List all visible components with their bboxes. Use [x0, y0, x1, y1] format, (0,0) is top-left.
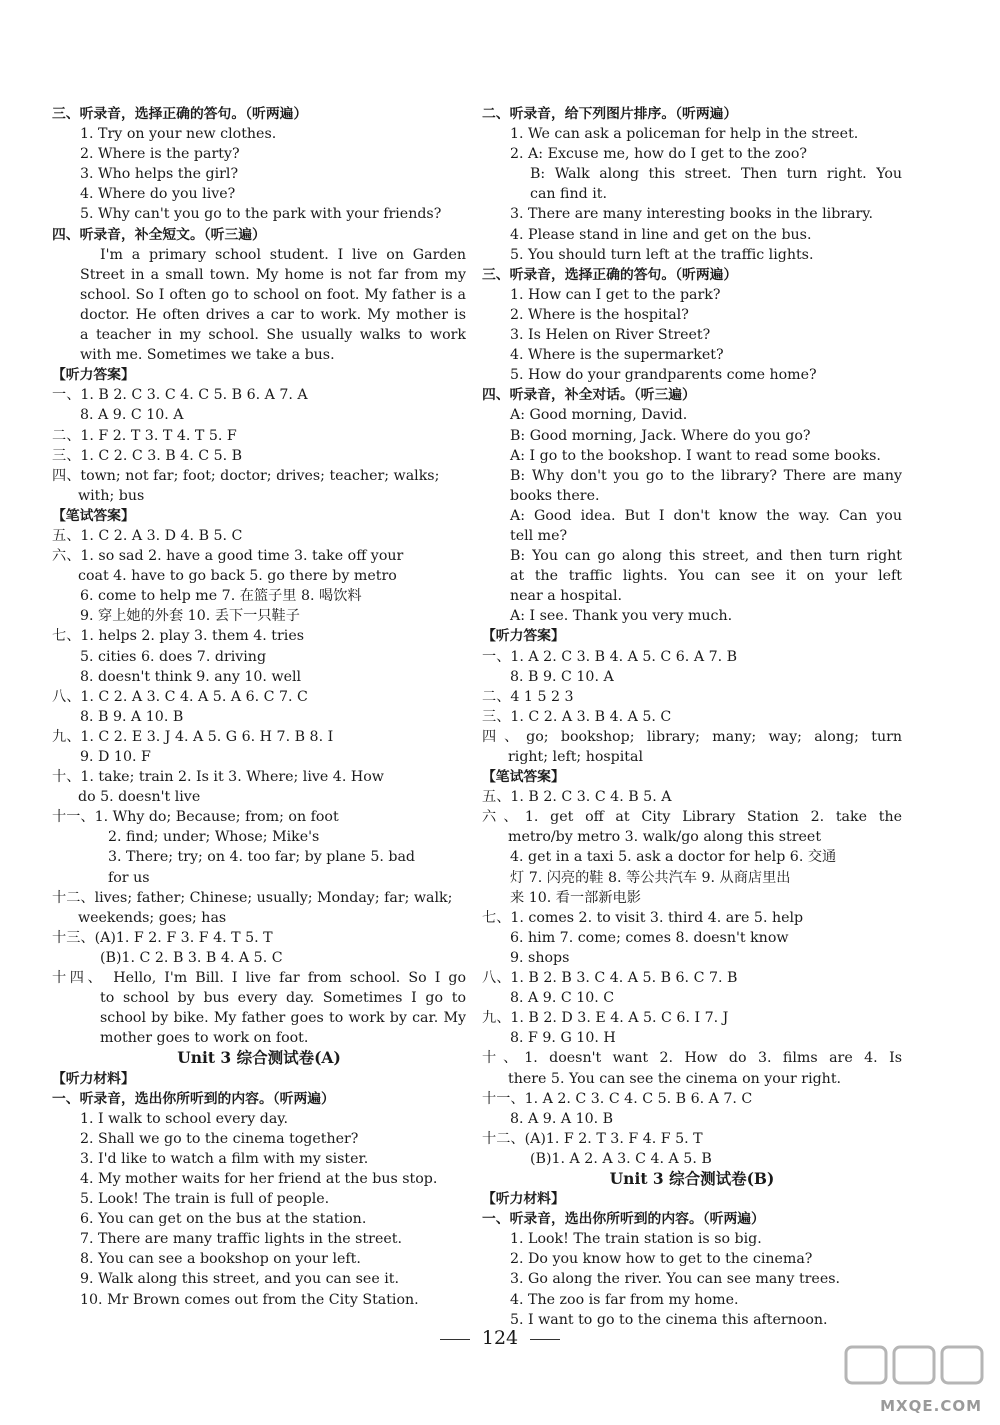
right-line: 3. Is Helen on River Street?	[510, 327, 711, 344]
left-line: a teacher in my school. She usually walks to work	[80, 327, 466, 344]
watermark-box-2	[894, 1347, 934, 1383]
left-line: with me. Sometimes we take a bus.	[80, 347, 335, 364]
watermark-box-1	[846, 1347, 886, 1383]
left-line: 8. B 9. A 10. B	[80, 708, 184, 725]
right-line: A: Good morning, David.	[510, 407, 688, 424]
right-line: tell me?	[510, 527, 568, 544]
left-line: 10. Mr Brown comes out from the City Station.	[80, 1291, 419, 1308]
left-line: with; bus	[78, 487, 145, 504]
left-line: 8. You can see a bookshop on your left.	[80, 1251, 361, 1268]
right-line: 十一、1. A 2. C 3. C 4. C 5. B 6. A 7. C	[482, 1090, 753, 1107]
right-line: right; left; hospital	[508, 749, 643, 765]
right-line: 三、听录音，选择正确的答句。（听两遍）	[482, 266, 738, 283]
right-line: 六、1. get off at City Library Station 2. take the	[482, 809, 902, 826]
left-line: 一、听录音，选出你所听到的内容。（听两遍）	[52, 1090, 335, 1107]
right-line: 一、听录音，选出你所听到的内容。（听两遍）	[482, 1211, 765, 1228]
left-line: 十四、 Hello, I'm Bill. I live far from school. So I go	[52, 970, 466, 987]
right-line: 【听力答案】	[482, 628, 565, 645]
left-line: 1. I walk to school every day.	[80, 1110, 288, 1127]
right-line: 3. There are many interesting books in the library.	[510, 206, 873, 223]
left-line: school. So I often go to school on foot. My father is a	[80, 286, 466, 303]
left-line: 九、1. C 2. E 3. J 4. A 5. G 6. H 7. B 8. I	[52, 728, 334, 745]
left-line: 2. Shall we go to the cinema together?	[80, 1130, 359, 1147]
right-line: 5. You should turn left at the traffic lights.	[510, 246, 814, 263]
right-line: A: Good idea. But I don't know the way. Can you	[510, 507, 902, 524]
left-line: 9. D 10. F	[80, 749, 151, 765]
left-line: (B)1. C 2. B 3. B 4. A 5. C	[100, 949, 283, 966]
right-line: 四、go; bookshop; library; many; way; along; turn	[482, 728, 902, 745]
left-line: Unit 3 综合测试卷(A)	[177, 1048, 341, 1068]
left-line: 5. Why can't you go to the park with your friends?	[80, 206, 442, 223]
left-line: Street in a small town. My home is not far from my	[80, 266, 466, 283]
right-line: 4. The zoo is far from my home.	[510, 1291, 739, 1308]
left-line: 二、1. F 2. T 3. T 4. T 5. F	[52, 427, 237, 444]
right-line: 4. get in a taxi 5. ask a doctor for help 6. 交通	[510, 849, 837, 866]
left-line: 三、听录音，选择正确的答句。（听两遍）	[52, 106, 308, 122]
left-line: 3. I'd like to watch a film with my sister.	[80, 1150, 369, 1167]
right-line: 七、1. comes 2. to visit 3. third 4. are 5. help	[482, 909, 804, 926]
right-line: 【听力材料】	[482, 1191, 565, 1208]
right-line: 4. Where is the supermarket?	[510, 347, 724, 364]
right-line: A: I see. Thank you very much.	[510, 608, 733, 625]
left-line: 七、1. helps 2. play 3. them 4. tries	[52, 628, 305, 645]
right-line: 2. A: Excuse me, how do I get to the zoo?	[510, 146, 808, 163]
left-line: 十一、1. Why do; Because; from; on foot	[52, 809, 339, 826]
right-line: 5. How do your grandparents come home?	[510, 367, 817, 384]
right-line: 9. shops	[510, 949, 570, 966]
right-line: 2. Where is the hospital?	[510, 306, 689, 323]
right-line: 灯 7. 闪亮的鞋 8. 等公共汽车 9. 从商店里出	[510, 869, 791, 886]
left-line: 四、town; not far; foot; doctor; drives; teacher; walks;	[52, 467, 440, 484]
right-line: 四、听录音，补全对话。（听三遍）	[482, 387, 696, 404]
watermark-text: MXQE.COM	[880, 1397, 982, 1415]
left-line: 7. There are many traffic lights in the street.	[80, 1231, 402, 1248]
right-line: 2. Do you know how to get to the cinema?	[510, 1251, 813, 1268]
right-line: 二、听录音，给下列图片排序。（听两遍）	[482, 106, 738, 122]
left-line: 3. Who helps the girl?	[80, 166, 239, 183]
right-line: A: I go to the bookshop. I want to read some books.	[510, 447, 881, 464]
right-line: 8. B 9. C 10. A	[510, 668, 614, 685]
left-line: to school by bus every day. Sometimes I go to	[100, 990, 466, 1007]
left-line: 5. Look! The train is full of people.	[80, 1191, 330, 1208]
left-line: 八、1. C 2. A 3. C 4. A 5. A 6. C 7. C	[52, 688, 308, 705]
left-line: 1. Try on your new clothes.	[80, 126, 277, 143]
left-line: 十三、(A)1. F 2. F 3. F 4. T 5. T	[52, 929, 273, 946]
right-line: B: Why don't you go to the library? There are many	[510, 467, 902, 484]
left-line: doctor. He often drives a car to work. My mother is	[80, 306, 466, 323]
left-line: 2. Where is the party?	[80, 146, 240, 163]
right-line: 1. We can ask a policeman for help in the street.	[510, 126, 859, 143]
right-line: there 5. You can see the cinema on your right.	[508, 1070, 842, 1087]
left-line: 9. Walk along this street, and you can see it.	[80, 1271, 399, 1288]
right-line: 五、1. B 2. C 3. C 4. B 5. A	[482, 789, 672, 806]
left-line: 一、1. B 2. C 3. C 4. C 5. B 6. A 7. A	[52, 387, 308, 404]
right-line: near a hospital.	[510, 588, 623, 605]
right-line: 三、1. C 2. A 3. B 4. A 5. C	[482, 708, 672, 725]
left-line: 5. cities 6. does 7. driving	[80, 648, 267, 665]
right-line: 8. F 9. G 10. H	[510, 1030, 616, 1047]
left-line: 3. There; try; on 4. too far; by plane 5. bad	[108, 849, 416, 866]
right-line: at the traffic lights. You can see it on your left	[510, 568, 902, 585]
right-line: 来 10. 看一部新电影	[510, 889, 641, 906]
right-line: 九、1. B 2. D 3. E 4. A 5. C 6. I 7. J	[482, 1010, 729, 1027]
right-line: B: Good morning, Jack. Where do you go?	[510, 427, 811, 444]
left-line: 6. come to help me 7. 在篮子里 8. 喝饮料	[80, 588, 362, 605]
footer-dash-left	[440, 1339, 470, 1340]
right-column	[482, 104, 902, 1330]
right-line: 8. A 9. C 10. C	[510, 990, 615, 1007]
right-line: metro/by metro 3. walk/go along this street	[508, 829, 822, 846]
left-line: school by bike. My father goes to work by car. My	[100, 1010, 466, 1027]
left-line: weekends; goes; has	[78, 909, 227, 926]
left-column	[52, 104, 466, 1310]
right-line: 3. Go along the river. You can see many trees.	[510, 1271, 841, 1288]
left-line: 【笔试答案】	[52, 507, 135, 524]
right-line: Unit 3 综合测试卷(B)	[609, 1168, 775, 1188]
left-line: 4. My mother waits for her friend at the bus stop.	[80, 1170, 438, 1187]
right-line: 一、1. A 2. C 3. B 4. A 5. C 6. A 7. B	[482, 648, 738, 665]
right-line: 1. Look! The train station is so big.	[510, 1231, 762, 1248]
left-line: for us	[108, 869, 150, 886]
right-line: 8. A 9. A 10. B	[510, 1110, 614, 1127]
watermark-box-3	[942, 1347, 982, 1383]
right-line: 十、1. doesn't want 2. How do 3. films are 4. Is	[482, 1050, 902, 1067]
right-line: 十二、(A)1. F 2. T 3. F 4. F 5. T	[482, 1130, 703, 1147]
right-line: 4. Please stand in line and get on the bus.	[510, 226, 812, 243]
right-line: (B)1. A 2. A 3. C 4. A 5. B	[530, 1150, 712, 1167]
left-line: 四、听录音，补全短文。（听三遍）	[52, 226, 266, 243]
right-line: B: Walk along this street. Then turn right. You	[530, 166, 902, 183]
right-line: can find it.	[530, 186, 607, 203]
left-line: 三、1. C 2. C 3. B 4. C 5. B	[52, 447, 243, 464]
right-line: 6. him 7. come; comes 8. doesn't know	[510, 929, 789, 946]
left-line: 6. You can get on the bus at the station.	[80, 1211, 367, 1228]
right-line: B: You can go along this street, and then turn right	[510, 548, 902, 565]
left-line: 4. Where do you live?	[80, 186, 236, 203]
right-line: 【笔试答案】	[482, 769, 565, 786]
left-line: 2. find; under; Whose; Mike's	[108, 829, 320, 846]
left-line: I'm a primary school student. I live on Garden	[100, 246, 466, 263]
left-line: 【听力材料】	[52, 1070, 135, 1087]
left-line: 六、1. so sad 2. have a good time 3. take off your	[52, 548, 404, 565]
right-line: books there.	[510, 487, 600, 504]
left-line: 五、1. C 2. A 3. D 4. B 5. C	[52, 527, 243, 544]
left-line: 8. doesn't think 9. any 10. well	[80, 668, 302, 685]
left-line: 【听力答案】	[52, 367, 135, 384]
left-line: 9. 穿上她的外套 10. 丢下一只鞋子	[80, 608, 300, 625]
left-line: coat 4. have to go back 5. go there by metro	[78, 568, 397, 585]
left-line: do 5. doesn't live	[78, 789, 201, 806]
page-number: 124	[481, 1327, 519, 1349]
right-line: 5. I want to go to the cinema this afternoon.	[510, 1311, 828, 1328]
left-line: 十二、lives; father; Chinese; usually; Monday; far; walk;	[52, 889, 453, 906]
footer-dash-right	[530, 1339, 560, 1340]
left-line: 8. A 9. C 10. A	[80, 407, 184, 424]
left-line: mother goes to work on foot.	[100, 1030, 309, 1047]
right-line: 1. How can I get to the park?	[510, 286, 721, 303]
right-line: 二、4 1 5 2 3	[482, 688, 574, 705]
left-line: 十、1. take; train 2. Is it 3. Where; live 4. How	[52, 769, 384, 786]
right-line: 八、1. B 2. B 3. C 4. A 5. B 6. C 7. B	[482, 970, 738, 987]
